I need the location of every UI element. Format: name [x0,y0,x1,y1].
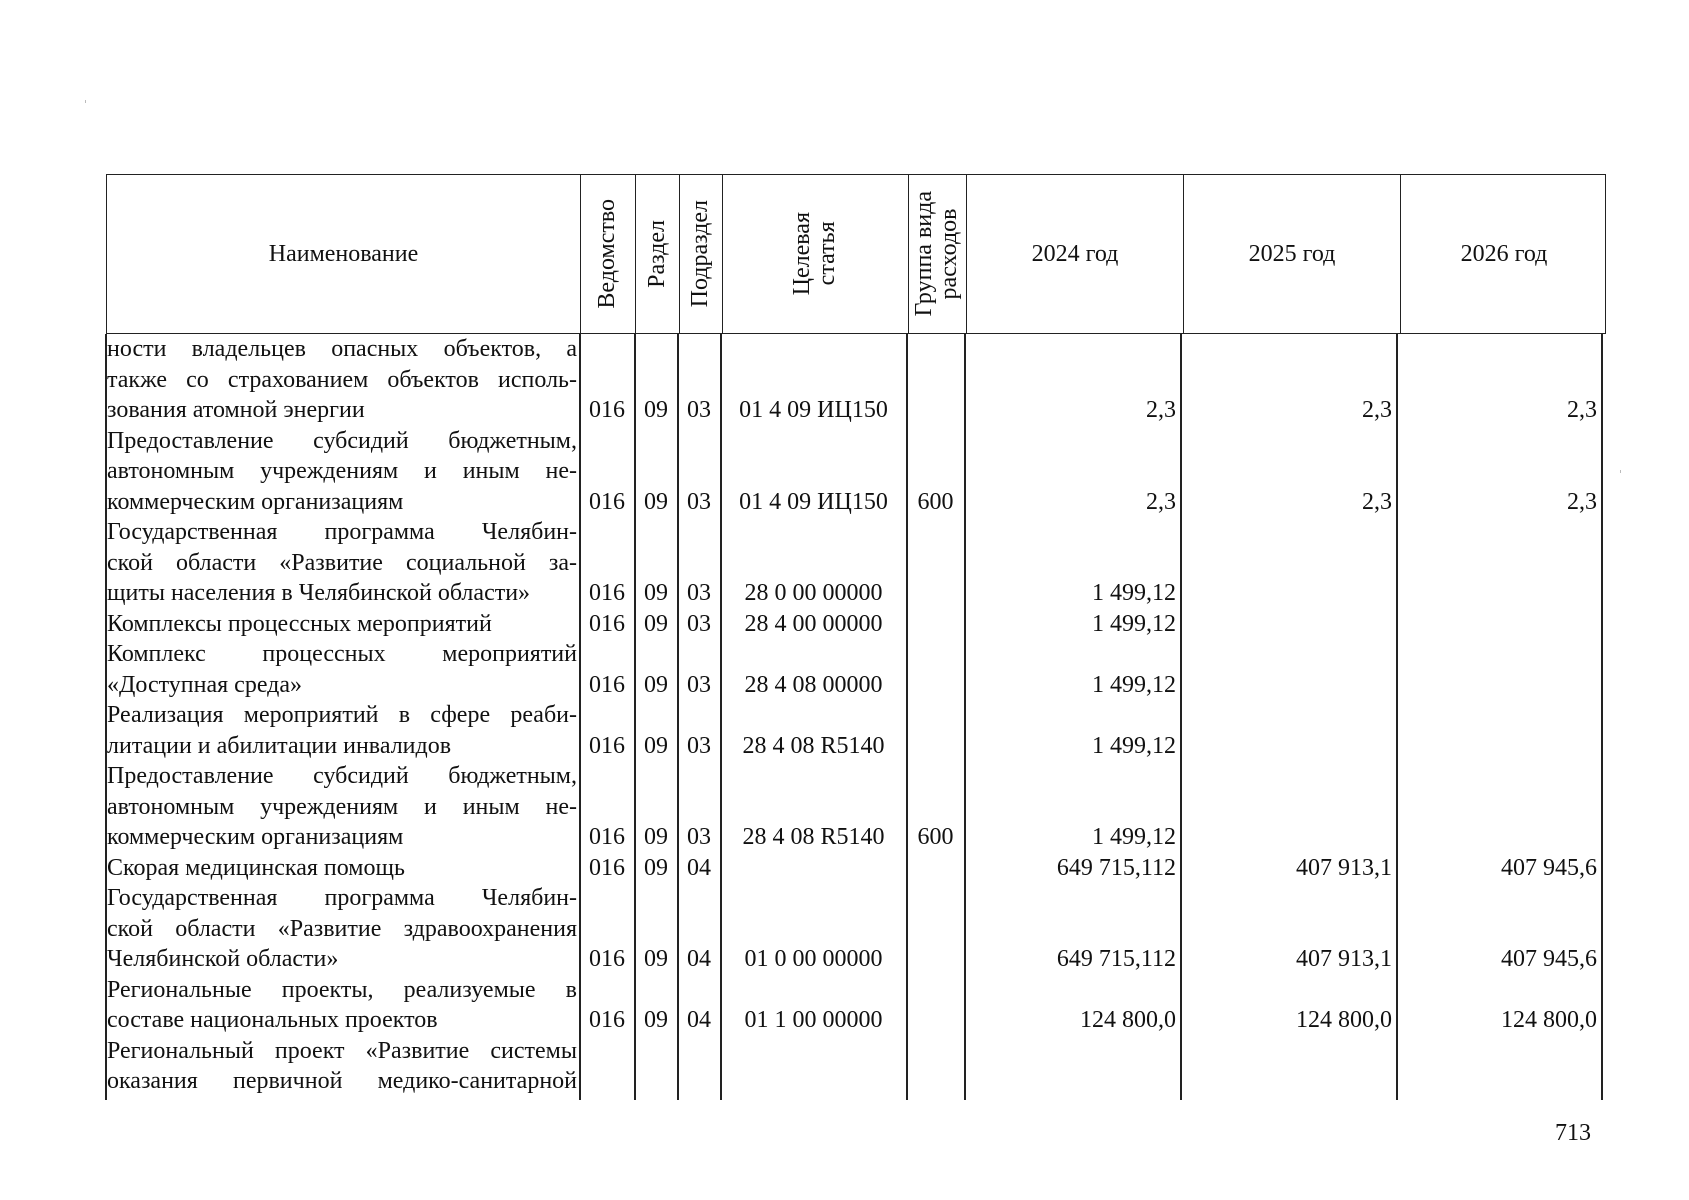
row-name [107,609,577,640]
row-name [107,883,577,975]
row-name [107,853,577,884]
row-2026: 2,3 [1567,488,1597,515]
row-razd: 09 [644,732,668,759]
header-2024: 2024 год [1031,240,1119,267]
row-2024: 124 800,0 [1080,1007,1176,1033]
row-name-line: Комплекс процессных мероприятий [107,641,577,667]
row-razd: 09 [644,1007,668,1033]
table-row [0,853,1689,884]
table-row [0,700,1689,761]
row-name-line: составе национальных проектов [107,1007,438,1033]
header-2026-cell [1401,175,1607,333]
scan-mark [85,100,86,103]
row-ved: 016 [589,854,625,881]
row-name-line: литации и абилитации инвалидов [107,732,452,759]
header-celevaya-cell [723,175,909,333]
row-name-line: Региональный проект «Развитие системы [107,1037,577,1064]
row-ved: 016 [589,732,625,759]
row-name [107,639,577,700]
row-name-line: коммерческим организациям [107,824,404,850]
row-name-line: оказания первичной медико-санитарной [107,1068,577,1094]
row-2024: 1 499,12 [1092,671,1176,698]
row-ved: 016 [589,397,625,423]
header-2026: 2026 год [1460,240,1548,267]
row-2026: 124 800,0 [1501,1007,1597,1033]
row-name-line: Предоставление субсидий бюджетным, [107,763,577,789]
row-ved: 016 [589,580,625,606]
row-razd: 09 [644,488,668,515]
scan-mark [1620,470,1621,473]
row-cs: 01 0 00 00000 [744,946,883,972]
row-podr: 04 [687,1007,711,1033]
row-2026: 407 945,6 [1501,854,1597,881]
row-name-line: ской области «Развитие социальной за- [107,549,577,576]
row-name-line: Государственная программа Челябин- [107,519,577,545]
row-podr: 03 [687,732,711,759]
row-name-line: ской области «Развитие здравоохранения [107,915,577,942]
row-name-line: зования атомной энергии [107,397,365,423]
row-razd: 09 [644,397,668,423]
row-2025: 2,3 [1362,397,1392,423]
row-name-line: также со страхованием объектов исполь- [107,366,577,393]
row-podr: 04 [687,854,711,881]
header-vedomstvo-cell [581,175,636,333]
row-cs: 28 4 08 00000 [744,671,883,698]
row-cs: 01 4 09 ИЦ150 [739,488,888,515]
table-row [0,517,1689,609]
row-podr: 03 [687,671,711,698]
header-razdel-cell [636,175,680,333]
row-2024: 2,3 [1146,397,1176,423]
row-razd: 09 [644,854,668,881]
row-2026: 2,3 [1567,397,1597,423]
row-name-line: ности владельцев опасных объектов, а [107,336,577,362]
header-vedomstvo: Ведомство [594,199,621,309]
row-name-line: Реализация мероприятий в сфере реаби- [107,702,577,728]
row-2025: 124 800,0 [1296,1007,1392,1033]
row-2026: 407 945,6 [1501,946,1597,972]
row-razd: 09 [644,610,668,637]
row-2024: 2,3 [1146,488,1176,515]
row-name-line: автономным учреждениям и иным не- [107,793,577,820]
header-gruppa-cell [909,175,967,333]
row-razd: 09 [644,580,668,606]
row-podr: 03 [687,824,711,850]
row-podr: 03 [687,397,711,423]
row-name-line: «Доступная среда» [107,671,303,698]
row-ved: 016 [589,610,625,637]
row-cs: 28 0 00 00000 [744,580,883,606]
row-name [107,334,577,426]
row-2025: 2,3 [1362,488,1392,515]
row-razd: 09 [644,946,668,972]
row-name-line: Комплексы процессных мероприятий [107,610,492,637]
row-name [107,1036,577,1097]
row-podr: 03 [687,488,711,515]
table-row [0,761,1689,853]
table-row [0,334,1689,426]
row-2025: 407 913,1 [1296,854,1392,881]
row-2024: 649 715,112 [1056,946,1176,972]
row-ved: 016 [589,946,625,972]
row-name-line: коммерческим организациям [107,488,404,515]
row-ved: 016 [589,488,625,515]
header-podrazdel: Подраздел [687,200,714,308]
header-celevaya: Целевая статья [789,212,841,296]
row-2024: 1 499,12 [1092,580,1176,606]
row-cs: 28 4 08 R5140 [742,732,885,759]
row-name-line: Государственная программа Челябин- [107,885,577,911]
row-ved: 016 [589,824,625,850]
row-podr: 03 [687,580,711,606]
row-ved: 016 [589,671,625,698]
table-row [0,609,1689,640]
table-header [106,174,1606,334]
row-name [107,975,577,1036]
row-cs: 01 1 00 00000 [744,1007,883,1033]
row-name [107,517,577,609]
row-gvr: 600 [917,824,954,850]
row-podr: 04 [687,946,711,972]
row-ved: 016 [589,1007,625,1033]
table-row [0,975,1689,1036]
row-2024: 1 499,12 [1092,732,1176,759]
row-name-line: Региональные проекты, реализуемые в [107,976,577,1003]
row-name-line: автономным учреждениям и иным не- [107,458,577,484]
row-name-line: Скорая медицинская помощь [107,854,405,881]
header-2024-cell [967,175,1184,333]
table-row [0,1036,1689,1097]
header-razdel: Раздел [643,220,670,288]
header-name: Наименование [268,240,419,267]
row-razd: 09 [644,824,668,850]
row-podr: 03 [687,610,711,637]
header-podrazdel-cell [680,175,723,333]
row-2024: 1 499,12 [1092,824,1176,850]
header-2025: 2025 год [1248,240,1336,267]
row-gvr: 600 [917,488,954,515]
table-row [0,426,1689,518]
row-name-line: Предоставление субсидий бюджетным, [107,427,577,454]
table-row [0,883,1689,975]
page-number: 713 [1555,1120,1591,1146]
row-name [107,426,577,518]
row-cs: 28 4 00 00000 [744,610,883,637]
header-name-cell [107,175,581,333]
row-name-line: Челябинской области» [107,946,339,972]
row-cs: 01 4 09 ИЦ150 [739,397,888,423]
table-row [0,639,1689,700]
header-2025-cell [1184,175,1401,333]
row-2024: 1 499,12 [1092,610,1176,637]
row-2024: 649 715,112 [1056,854,1176,881]
row-name [107,761,577,853]
row-razd: 09 [644,671,668,698]
row-cs: 28 4 08 R5140 [742,824,885,850]
row-name [107,700,577,761]
row-2025: 407 913,1 [1296,946,1392,972]
row-name-line: щиты населения в Челябинской области» [107,580,531,606]
header-gruppa: Группа вида расходов [911,191,963,317]
